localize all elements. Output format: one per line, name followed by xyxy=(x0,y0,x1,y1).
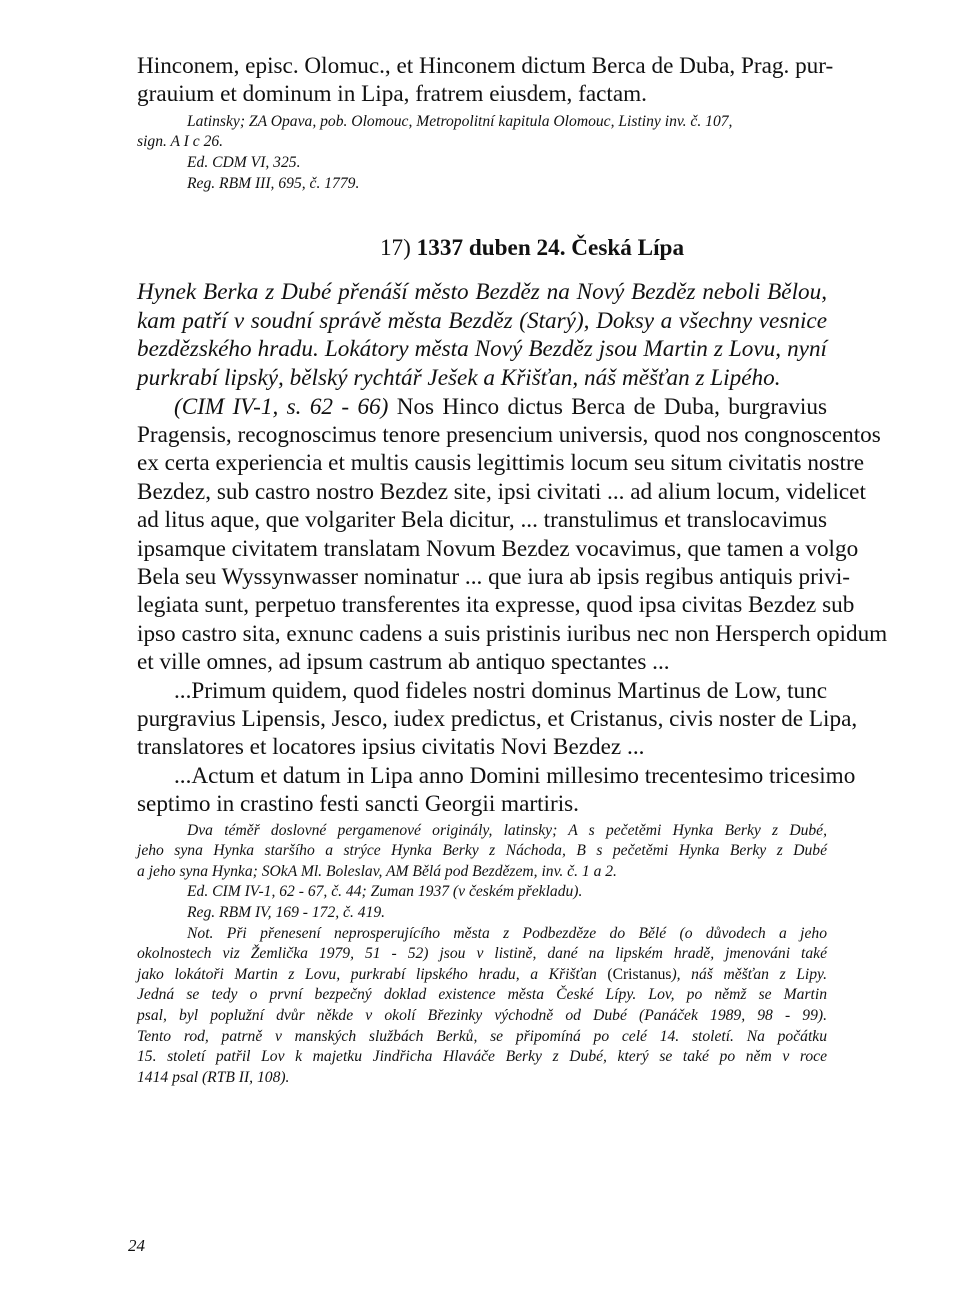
text-line: Pragensis, recognoscimus tenore presencium universis, quod nos congnoscentos xyxy=(137,421,881,448)
commentary-text: jako lokátoři Martin z Lovu, purkrabí lipského hradu, a Křišťan xyxy=(137,965,597,983)
document-place: Česká Lípa xyxy=(571,235,685,262)
bottom-notes xyxy=(137,821,827,1089)
czech-abstract xyxy=(137,278,827,392)
source-note: Latinsky; ZA Opava, pob. Olomouc, Metropolitní kapitula Olomouc, Listiny inv. č. 107, xyxy=(187,112,733,130)
document-heading xyxy=(137,235,827,262)
text-line: grauium et dominum in Lipa, fratrem eiusdem, factam. xyxy=(137,81,647,108)
commentary-line: Tento rod, patrně v manských službách Berků, se připomíná po celé 14. století. Na počátku xyxy=(137,1027,827,1045)
text-line: septimo in crastino festi sancti Georgii martiris. xyxy=(137,791,579,818)
regest-note: Reg. RBM IV, 169 - 172, č. 419. xyxy=(187,904,386,922)
text-line: Hinconem, episc. Olomuc., et Hinconem dictum Berca de Duba, Prag. pur- xyxy=(137,53,834,79)
text-line: ...Primum quidem, quod fideles nostri dominus Martinus de Low, tunc xyxy=(174,677,827,704)
commentary-line: psal, byl poplužní dvůr někde v okolí Březinky východně od Dubé (Panáček 1989, 98 - 99). xyxy=(137,1007,827,1024)
text-line-rest: Nos Hinco dictus Berca de Duba, burgravius xyxy=(396,393,827,420)
text-line-first xyxy=(137,393,827,421)
commentary-latin-name: (Cristanus xyxy=(607,965,672,983)
abstract-line: purkrabí lipský, bělský rychtář Ješek a Křišťan, náš měšťan z Lipého. xyxy=(137,364,781,391)
commentary-line: Jedná se tedy o první bezpečný doklad existence města České Lípy. Lov, po němž se Martin xyxy=(137,986,827,1004)
source-note-cont: jeho syna Hynka staršího a strýce Hynka Berky z Náchoda, B s pečetěmi Hynka Berky z Dubé xyxy=(137,842,827,860)
document-date: 1337 duben 24. xyxy=(416,235,566,262)
text-line: ad litus aque, que volgariter Bela dicitur, ... transtulimus et translocavimus xyxy=(137,507,828,534)
commentary-text-end: ), náš měšťan z Lipy. xyxy=(671,965,827,983)
text-line: purgravius Lipensis, Jesco, iudex predictus, et Cristanus, civis noster de Lipa, xyxy=(137,706,858,733)
edition-note: Ed. CDM VI, 325. xyxy=(187,154,301,171)
commentary-line: 1414 psal (RTB II, 108). xyxy=(137,1068,290,1086)
commentary-line: 15. století patřil Lov k majetku Jindřicha Hlaváče Berky z Dubé, který se také po něm v roce xyxy=(137,1048,827,1066)
commentary-line: Not. Při přenesení neprosperujícího města z Podbezděze do Bělé (o důvodech a jeho xyxy=(187,924,827,942)
text-line: translatores et locatores ipsius civitatis Novi Bezdez ... xyxy=(137,734,645,761)
cim-reference: (CIM IV-1, s. 62 - 66) xyxy=(174,393,389,420)
abstract-line: kam patří v soudní správě města Bezděz (Starý), Doksy a všechny vesnice xyxy=(137,307,827,334)
abstract-line: Hynek Berka z Dubé přenáší město Bezděz na Nový Bezděz neboli Bělou, xyxy=(137,279,827,306)
latin-text xyxy=(137,393,888,819)
text-line: et ville omnes, ad ipsum castrum ab antiquo spectantes ... xyxy=(137,649,670,676)
commentary-line-mixed xyxy=(137,965,827,986)
source-note-cont: a jeho syna Hynka; SOkA Ml. Boleslav, AM Bělá pod Bezdězem, inv. č. 1 a 2. xyxy=(137,862,617,880)
text-line: legiata sunt, perpetuo transferentes ita expresse, quod ipsa civitas Bezdez sub xyxy=(137,592,855,619)
text-line: ...Actum et datum in Lipa anno Domini millesimo trecentesimo tricesimo xyxy=(174,762,856,789)
regest-note: Reg. RBM III, 695, č. 1779. xyxy=(187,174,360,192)
text-line: ipsamque civitatem translatam Novum Bezdez vocavimus, que tamen a volgo xyxy=(137,535,859,562)
edition-note: Ed. CIM IV-1, 62 - 67, č. 44; Zuman 1937 (v českém překladu). xyxy=(187,883,583,901)
page-number: 24 xyxy=(128,1236,145,1255)
abstract-line: bezdězského hradu. Lokátory města Nový Bezděz jsou Martin z Lovu, nyní xyxy=(137,336,827,363)
top-text xyxy=(137,52,834,109)
commentary-line: okolnostech viz Žemlička 1979, 51 - 52) jsou v listině, dané na lipském hradě, jmenováni také xyxy=(137,945,827,963)
text-line: Bela seu Wyssynwasser nominatur ... que iura ab ipsis regibus antiquis privi- xyxy=(137,564,851,590)
source-note: Dva téměř doslovné pergamenové originály, latinsky; A s pečetěmi Hynka Berky z Dubé, xyxy=(187,821,827,839)
source-note-cont: sign. A I c 26. xyxy=(137,133,224,151)
text-line: ex certa experiencia et multis causis legittimis locum seu situm civitatis nostre xyxy=(137,450,864,477)
text-line: Bezdez, sub castro nostro Bezdez site, ipsi civitati ... ad alium locum, videlicet xyxy=(137,478,866,505)
top-notes xyxy=(137,112,827,194)
document-number: 17) xyxy=(379,235,411,262)
text-line: ipso castro sita, exnunc cadens a suis pristinis iuribus nec non Hersperch opidum xyxy=(137,620,888,647)
document-page xyxy=(137,52,888,1088)
